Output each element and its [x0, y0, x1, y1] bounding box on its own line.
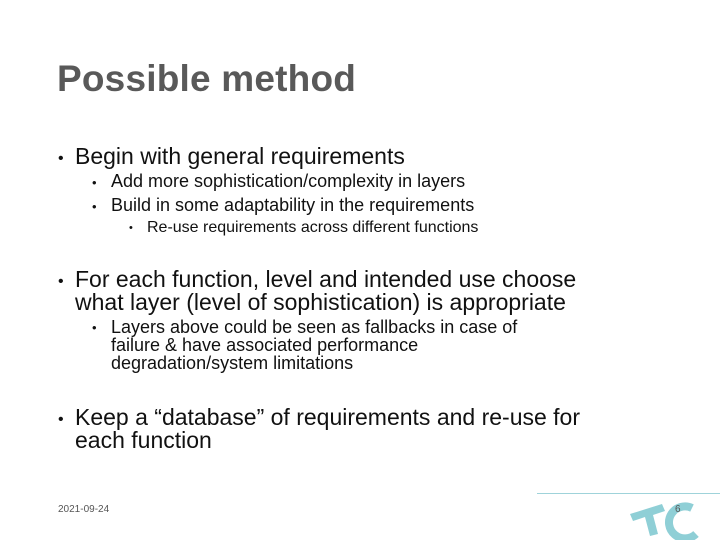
bullet-level2	[92, 317, 518, 373]
page-number: 6	[675, 504, 681, 515]
bullet-text-line: Keep a “database” of requirements and re-use for	[75, 404, 581, 430]
bullet-text-line: For each function, level and intended use choose	[75, 266, 577, 292]
bullet-level3	[129, 219, 479, 236]
bullet-level2	[92, 171, 466, 191]
bullet-dot: •	[92, 175, 97, 190]
bullet-text: Add more sophistication/complexity in layers	[111, 171, 466, 191]
bullet-dot: •	[58, 273, 64, 290]
bullet-level1	[58, 404, 581, 453]
footer-date: 2021-09-24	[58, 504, 110, 515]
bullet-dot: •	[129, 222, 133, 234]
bullet-level2	[92, 195, 475, 215]
bullet-level1	[58, 266, 577, 315]
bullet-text: Re-use requirements across different functions	[147, 219, 479, 236]
bullet-dot: •	[58, 150, 64, 167]
tc-logo-icon	[620, 494, 720, 540]
bullet-text-line: failure & have associated performance	[111, 335, 419, 355]
bullet-dot: •	[92, 199, 97, 214]
bullet-text-line: each function	[75, 427, 212, 453]
bullet-text-line: what layer (level of sophistication) is appropriate	[75, 289, 566, 315]
bullet-dot: •	[92, 320, 97, 335]
bullet-text-line: degradation/system limitations	[111, 353, 354, 373]
bullet-text: Build in some adaptability in the requirements	[111, 195, 475, 215]
bullet-text-line: Layers above could be seen as fallbacks in case of	[111, 317, 518, 337]
bullet-text: Begin with general requirements	[75, 143, 405, 169]
bullet-dot: •	[58, 411, 64, 428]
bullet-level1	[58, 143, 405, 169]
slide-title: Possible method	[57, 58, 357, 99]
